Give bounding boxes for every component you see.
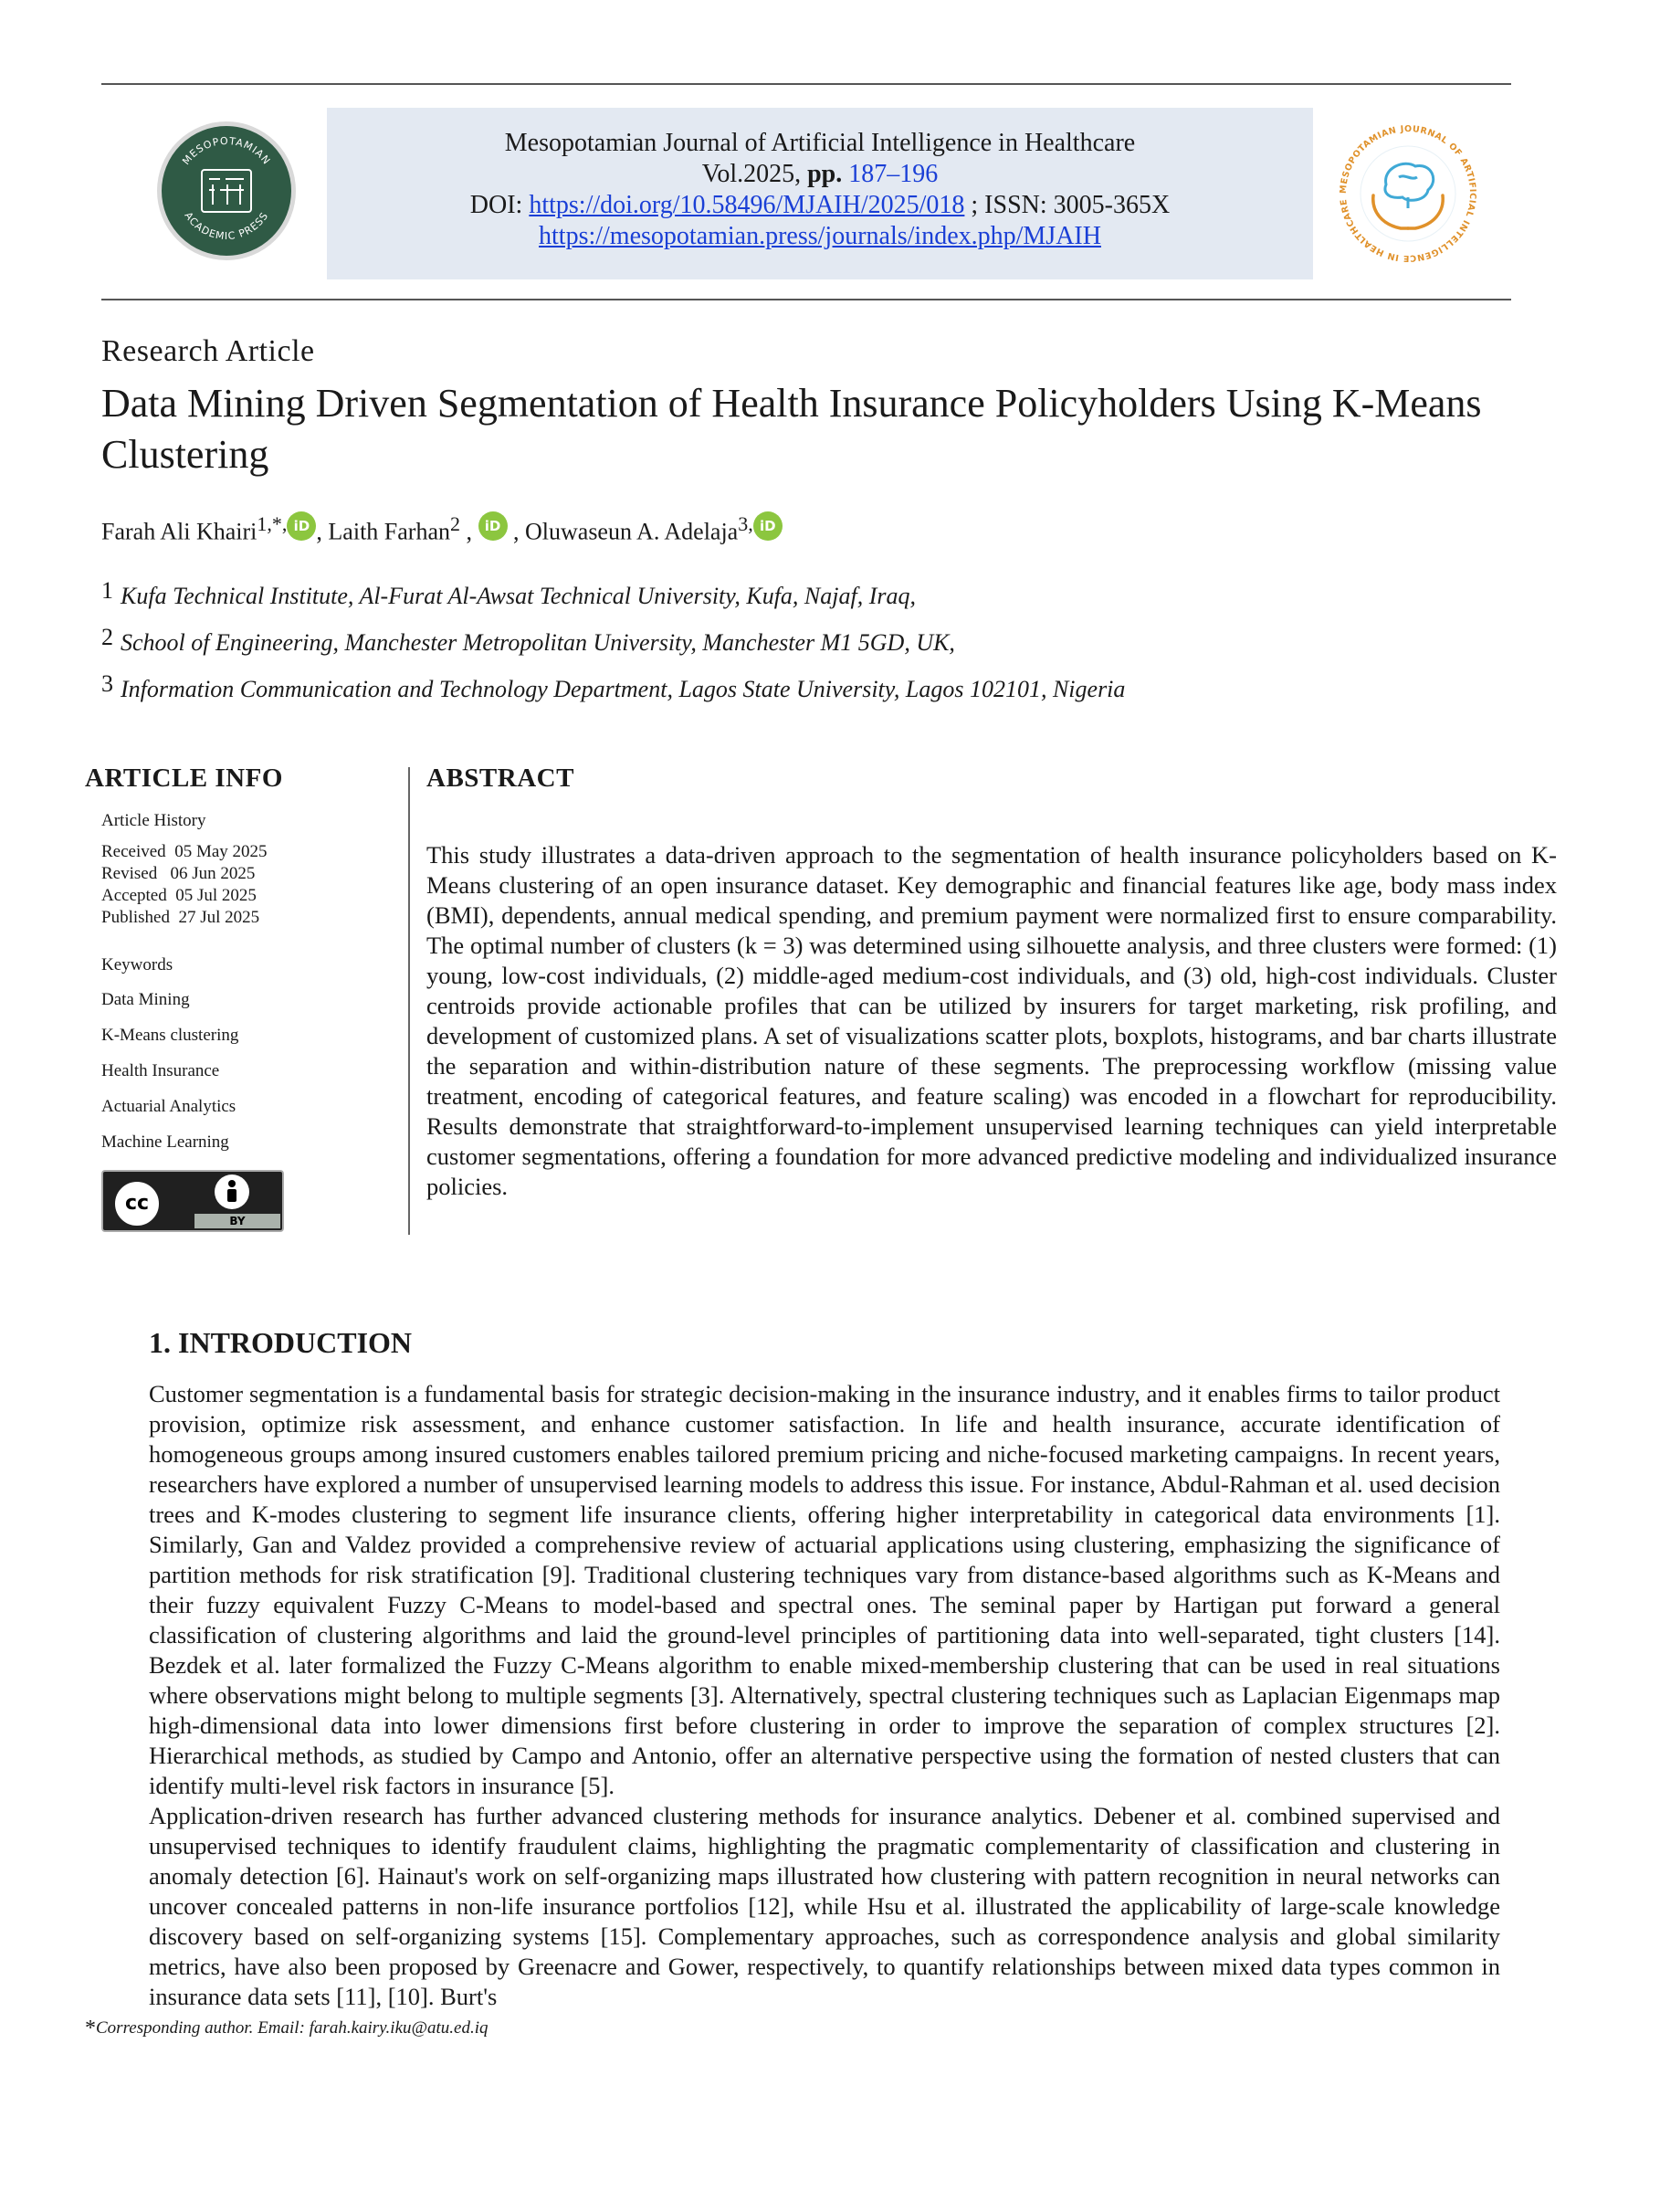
author-2-name: , Laith Farhan [316, 518, 450, 545]
svg-text:MESOPOTAMIAN JOURNAL OF ARTIFI [1339, 124, 1477, 263]
author-1-sup: 1,*, [257, 512, 288, 535]
svg-text:ACADEMIC PRESS: ACADEMIC PRESS [182, 209, 271, 243]
volume: Vol.2025, [701, 160, 808, 188]
journal-banner [327, 108, 1313, 279]
introduction-body [149, 1379, 1500, 2012]
affiliation-number: 1 [101, 577, 113, 604]
affiliation-number: 3 [101, 670, 113, 697]
affiliation-text: School of Engineering, Manchester Metropolitan University, Manchester M1 5GD, UK, [121, 629, 955, 656]
history-item-label: Revised [101, 864, 158, 883]
volume-pages [327, 159, 1313, 190]
history-item-label: Published [101, 908, 170, 927]
paragraph: Customer segmentation is a fundamental basis for strategic decision-making in the insurance industry, and it enables firms to tailor product provision, optimize risk assessment, and enhance customer satisfaction. In life and health insurance, accurate identification of homogeneous groups among insured customers enables tailored premium pricing and niche-focused marketing campaigns. In recent years, researchers have explored a number of unsupervised learning models to address this issue. For instance, Abdul-Rahman et al. used decision trees and K-modes clustering to segment life insurance clients, offering higher interpretability in categorical data environments [1]. Similarly, Gan and Valdez provided a comprehensive review of actuarial applications using clustering, emphasizing the significance of partition methods for risk stratification [9]. Traditional clustering techniques vary from distance-based algorithms such as K-Means and their fuzzy equivalent Fuzzy C-Means to model-based and spectral ones. The seminal paper by Hartigan put forward a general classification of clustering algorithms and laid the ground-level principles of partitioning data into well-separated, tight clusters [14]. Bezdek et al. later formalized the Fuzzy C-Means algorithm to enable mixed-membership clustering that can be used in real situations where observations might belong to multiple segments [3]. Alternatively, spectral clustering techniques such as Laplacian Eigenmaps map high-dimensional data into lower dimensions first before clustering in order to improve the separation of complex structures [2]. Hierarchical methods, as studied by Campo and Antonio, offer an alternative perspective using the formation of nested clusters that can identify multi-level risk factors in insurance [5]. [149, 1380, 1500, 1799]
cc-icon: cc [112, 1179, 162, 1228]
orcid-icon[interactable]: iD [478, 511, 508, 541]
column-divider [408, 767, 410, 1235]
keyword: Actuarial Analytics [101, 1097, 236, 1116]
history-item-date: 05 Jul 2025 [175, 886, 257, 905]
affiliation-2 [101, 624, 955, 657]
pages-label: pp. [807, 160, 843, 188]
history-published [101, 908, 259, 928]
svg-text:MESOPOTAMIAN: MESOPOTAMIAN [180, 134, 273, 167]
history-item-date: 06 Jun 2025 [170, 864, 256, 883]
affiliation-text: Information Communication and Technology Department, Lagos State University, Lagos 102101, Nigeria [121, 676, 1126, 702]
authors: Farah Ali Khairi$^{1,*,}$ iD , Laith Farhan$^2$ , iD , Oluwaseun A. Adelaja$^{3,}$ iD [101, 511, 783, 546]
pages-value: 187–196 [842, 160, 939, 188]
footnote-marker: * [85, 2017, 96, 2040]
affiliation-3 [101, 670, 1125, 703]
header-top-rule [101, 83, 1511, 85]
publisher-logo [157, 121, 296, 260]
article-title: Data Mining Driven Segmentation of Health Insurance Policyholders Using K-Means Clustering [101, 381, 1482, 477]
paragraph: Application-driven research has further advanced clustering methods for insurance analytics. Debener et al. combined supervised and unsupervised techniques to identify fraudulent claims, highlighting the pragmatic complementarity of classification and clustering in anomaly detection [6]. Hainaut's work on self-organizing maps illustrated how clustering with pattern recognition in neural networks can uncover concealed patterns in non-life insurance portfolios [12], while Hsu et al. illustrated the applicability of large-scale knowledge discovery based on self-organizing systems [15]. Complementary approaches, such as correspondence analysis and global similarity metrics, have also been proposed by Greenacre and Gower, respectively, to quantify relationships between mixed data types common in insurance data sets [11], [10]. Burt's [149, 1802, 1500, 2010]
history-accepted [101, 886, 257, 906]
orcid-icon[interactable]: iD [753, 511, 783, 541]
history-item-date: 27 Jul 2025 [178, 908, 260, 927]
history-item-label: Received [101, 842, 166, 861]
abstract-heading: ABSTRACT [426, 764, 574, 793]
keyword: K-Means clustering [101, 1026, 239, 1045]
affiliation-1 [101, 577, 916, 610]
journal-name: Mesopotamian Journal of Artificial Intelligence in Healthcare [504, 129, 1136, 157]
history-revised [101, 864, 255, 884]
keyword: Machine Learning [101, 1132, 229, 1152]
by-label: BY [194, 1214, 280, 1228]
article-type: Research Article [101, 334, 315, 368]
introduction-heading: 1. INTRODUCTION [149, 1326, 413, 1359]
history-item-label: Accepted [101, 886, 167, 905]
doi-link[interactable]: https://doi.org/10.58496/MJAIH/2025/018 [529, 191, 965, 219]
attribution-person-icon [215, 1174, 249, 1209]
history-item-date: 05 May 2025 [174, 842, 268, 861]
cc-by-license-badge[interactable] [101, 1170, 284, 1232]
doi-line [327, 190, 1313, 221]
keyword: Data Mining [101, 990, 190, 1009]
journal-logo [1331, 117, 1485, 270]
affiliation-number: 2 [101, 624, 113, 650]
author-3-sup: 3, [738, 512, 753, 535]
history-label: Article History [101, 811, 206, 830]
abstract-text: This study illustrates a data-driven approach to the segmentation of health insurance policyholders based on K-Means clustering of an open insurance dataset. Key demographic and financial features like age, body mass index (BMI), dependents, annual medical spending, and premium payment were normalized first to ensure comparability. The optimal number of clusters (k = 3) was determined using silhouette analysis, and three clusters were formed: (1) young, low-cost individuals, (2) middle-aged medium-cost individuals, and (3) old, high-cost individuals. Cluster centroids provide actionable profiles that can be utilized by insurers for target marketing, risk profiling, and development of customized plans. A set of visualizations scatter plots, boxplots, histograms, and bar charts illustrate the separation and within-distribution nature of these segments. The preprocessing workflow (missing value treatment, encoding of categorical features, and feature scaling) was encoded in a flowchart for reproducibility. Results demonstrate that straightforward-to-implement unsupervised learning techniques can yield interpretable customer segmentations, offering a foundation for more advanced predictive modeling and individualized insurance policies. [426, 841, 1557, 1200]
author-1-name: Farah Ali Khairi [101, 518, 257, 545]
history-received [101, 842, 268, 862]
journal-logo-text: MESOPOTAMIAN JOURNAL OF ARTIFICIAL INTELLIGENCE IN HEALTHCARE [1338, 123, 1478, 264]
keyword: Health Insurance [101, 1061, 220, 1080]
doi-label: DOI: [469, 191, 530, 219]
orcid-icon[interactable]: iD [287, 511, 316, 541]
footnote-text: Corresponding author. Email: farah.kairy.iku@atu.ed.iq [96, 2018, 489, 2038]
header-bottom-rule [101, 299, 1511, 300]
article-info-heading: ARTICLE INFO [85, 764, 283, 793]
keywords-label: Keywords [101, 955, 173, 974]
affiliation-text: Kufa Technical Institute, Al-Furat Al-Awsat Technical University, Kufa, Najaf, Iraq, [121, 583, 916, 609]
journal-url-link[interactable]: https://mesopotamian.press/journals/index.php/MJAIH [539, 222, 1101, 250]
author-2-sup: 2 [450, 512, 460, 535]
corresponding-author-footnote [85, 2017, 489, 2041]
issn: ; ISSN: 3005-365X [964, 191, 1171, 219]
author-3-name: , Oluwaseun A. Adelaja [513, 518, 739, 545]
